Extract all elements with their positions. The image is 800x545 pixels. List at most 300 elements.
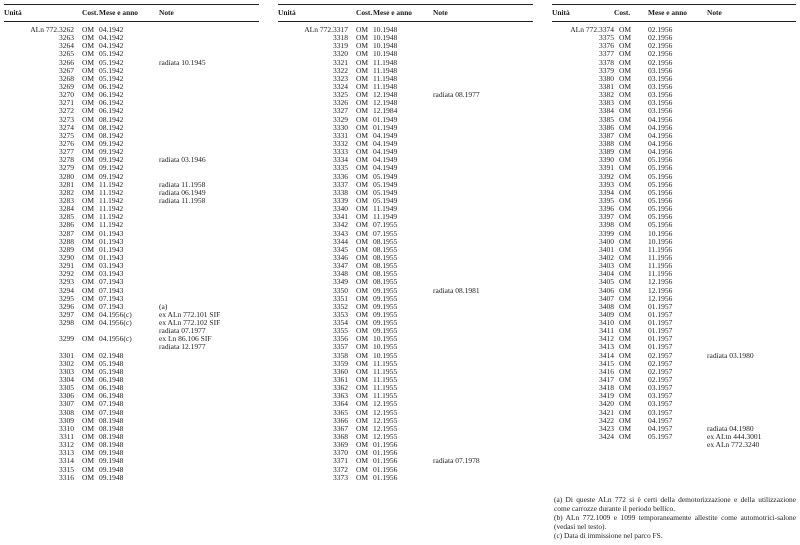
cell-mese: 05.1956 [648,171,673,181]
table-row [552,205,796,213]
cell-mese: 04.1942 [99,41,124,51]
table-rows [4,26,259,482]
cell-cost: OM [82,472,95,482]
cell-unita: 3411 [599,326,614,336]
table-row [4,181,259,189]
cell-mese: 08.1942 [99,114,124,124]
cell-unita: 3329 [333,114,348,124]
table-row [552,164,796,172]
cell-mese: 05.1956 [648,163,673,173]
cell-cost: OM [619,326,632,336]
footnote-a: (a) Di queste ALn 772 si è certi della demotorizzazione e della utilizzazione come carrozze durante il periodo bellico. [554,495,796,513]
cell-mese: 03.1956 [648,90,673,100]
cell-unita: 3286 [59,220,74,230]
cell-cost: OM [356,252,369,262]
cell-cost: OM [82,334,95,344]
table-row [552,148,796,156]
cell-mese: 04.1949 [373,163,398,173]
table-row [4,42,259,50]
cell-unita: 3324 [333,81,348,91]
table-row [278,156,533,164]
cell-cost: OM [619,334,632,344]
cell-mese: 08.1955 [373,261,398,271]
cell-cost: OM [82,366,95,376]
cell-cost: OM [619,25,632,34]
cell-cost: OM [82,456,95,466]
header-unita: Unità [278,8,296,17]
cell-cost: OM [619,155,632,165]
cell-cost: OM [619,423,632,433]
cell-note: radiata 03.1980 [707,350,754,360]
cell-unita: 3378 [599,57,614,67]
cell-cost: OM [619,391,632,401]
cell-unita: 3376 [599,41,614,51]
cell-unita: 3343 [333,228,348,238]
table-header [552,4,796,22]
cell-mese: 03.1956 [648,73,673,83]
table-row [278,34,533,42]
table-row [552,213,796,221]
cell-cost: OM [82,195,95,205]
cell-unita: 3334 [333,155,348,165]
table-row [278,67,533,75]
cell-mese: 07.1955 [373,220,398,230]
cell-mese: 10.1956 [648,236,673,246]
cell-cost: OM [356,65,369,75]
cell-mese: 11.1955 [373,358,398,368]
cell-cost: OM [619,138,632,148]
cell-mese: 04.1956(c) [99,309,132,319]
cell-mese: 11.1956 [648,269,673,279]
cell-mese: 04.1949 [373,155,398,165]
cell-unita: 3318 [333,33,348,43]
cell-mese: 04.1956 [648,147,673,157]
cell-mese: 01.1957 [648,334,673,344]
cell-mese: 04.1956 [648,138,673,148]
cell-cost: OM [82,122,95,132]
cell-mese: 01.1949 [373,122,398,132]
cell-mese: 12.1956 [648,285,673,295]
cell-cost: OM [82,415,95,425]
cell-unita: 3415 [599,358,614,368]
cell-unita: 3346 [333,252,348,262]
table-row [278,368,533,376]
table-row [278,295,533,303]
cell-cost: OM [356,399,369,409]
table-row [278,262,533,270]
cell-mese: 09.1955 [373,326,398,336]
cell-mese: 07.1943 [99,293,124,303]
cell-unita: 3271 [59,98,74,108]
cell-mese: 09.1942 [99,171,124,181]
cell-mese: 10.1948 [373,49,398,59]
table-row [552,116,796,124]
cell-unita: 3360 [333,366,348,376]
cell-cost: OM [356,41,369,51]
table-row [278,311,533,319]
header-note: Note [433,8,448,17]
cell-unita: 3348 [333,269,348,279]
cell-cost: OM [619,41,632,51]
table-row [552,295,796,303]
cell-note: radiata 10.1945 [159,57,206,67]
cell-unita: 3313 [59,448,74,458]
cell-mese: 08.1955 [373,236,398,246]
cell-mese: 08.1948 [99,423,124,433]
cell-cost: OM [619,366,632,376]
cell-note: radiata 12.1977 [159,342,206,352]
cell-cost: OM [82,440,95,450]
table-row [552,433,796,441]
cell-unita: ALn 772.3374 [570,25,614,34]
table-row [278,376,533,384]
cell-cost: OM [82,432,95,442]
cell-unita: 3416 [599,366,614,376]
cell-unita: 3373 [333,472,348,482]
cell-cost: OM [82,204,95,214]
table-row [4,99,259,107]
cell-unita: 3407 [599,293,614,303]
cell-mese: 11.1942 [99,204,124,214]
table-row [278,107,533,115]
cell-unita: 3361 [333,375,348,385]
cell-cost: OM [82,49,95,59]
cell-unita: 3384 [599,106,614,116]
cell-unita: 3330 [333,122,348,132]
table-row [552,50,796,58]
cell-unita: 3295 [59,293,74,303]
cell-unita: 3304 [59,375,74,385]
cell-unita: 3293 [59,277,74,287]
cell-unita: 3276 [59,138,74,148]
cell-cost: OM [82,155,95,165]
table-row [552,409,796,417]
cell-unita: 3333 [333,147,348,157]
cell-unita: 3282 [59,187,74,197]
table-row [4,278,259,286]
cell-cost: OM [82,399,95,409]
cell-mese: 12.1956 [648,277,673,287]
cell-cost: OM [356,147,369,157]
cell-unita: 3368 [333,432,348,442]
table-row [278,132,533,140]
cell-unita: ALn 772.3317 [304,25,348,34]
cell-cost: OM [82,293,95,303]
cell-mese: 03.1956 [648,106,673,116]
cell-cost: OM [82,236,95,246]
cell-unita: 3375 [599,33,614,43]
table-rows [552,26,796,449]
cell-cost: OM [356,138,369,148]
cell-unita: 3311 [59,432,74,442]
cell-mese: 04.1956 [648,130,673,140]
table-row [278,441,533,449]
table-row [278,173,533,181]
cell-cost: OM [82,171,95,181]
cell-unita: 3372 [333,464,348,474]
cell-unita: 3305 [59,383,74,393]
cell-mese: 02.1956 [648,57,673,67]
table-row [552,156,796,164]
cell-mese: 02.1957 [648,375,673,385]
cell-mese: 07.1943 [99,301,124,311]
table-row [278,91,533,99]
cell-unita: 3301 [59,350,74,360]
cell-cost: OM [82,358,95,368]
table-row [4,173,259,181]
cell-note: radiata 04.1980 [707,423,754,433]
cell-unita: 3347 [333,261,348,271]
cell-cost: OM [82,261,95,271]
table-row [278,213,533,221]
cell-mese: 05.1949 [373,195,398,205]
cell-unita: 3345 [333,244,348,254]
cell-cost: OM [356,90,369,100]
cell-unita: 3350 [333,285,348,295]
table-row [552,303,796,311]
cell-unita: 3264 [59,41,74,51]
cell-cost: OM [619,244,632,254]
cell-mese: 01.1956 [373,464,398,474]
cell-cost: OM [619,342,632,352]
cell-mese: 01.1957 [648,309,673,319]
cell-unita: 3353 [333,309,348,319]
cell-unita: 3421 [599,407,614,417]
table-column-3 [552,4,796,449]
cell-mese: 11.1955 [373,375,398,385]
cell-mese: 03.1957 [648,391,673,401]
table-row [4,124,259,132]
cell-unita: 3339 [333,195,348,205]
table-row [552,197,796,205]
cell-unita: 3381 [599,81,614,91]
cell-cost: OM [356,204,369,214]
cell-mese: 09.1955 [373,309,398,319]
table-row [4,238,259,246]
table-row [278,425,533,433]
table-row [278,197,533,205]
table-row [552,99,796,107]
table-row [278,140,533,148]
table-row [278,148,533,156]
cell-unita: 3420 [599,399,614,409]
table-row [4,352,259,360]
table-row [4,205,259,213]
table-row [552,360,796,368]
cell-note: (a) [159,301,168,311]
table-row [552,221,796,229]
table-row [552,132,796,140]
cell-mese: 01.1956 [373,472,398,482]
cell-mese: 03.1943 [99,261,124,271]
cell-mese: 01.1943 [99,244,124,254]
cell-mese: 01.1943 [99,236,124,246]
cell-mese: 11.1948 [373,57,398,67]
cell-mese: 08.1955 [373,277,398,287]
table-row [278,181,533,189]
table-row [4,295,259,303]
cell-cost: OM [82,220,95,230]
cell-unita: 3265 [59,49,74,59]
table-row [4,107,259,115]
cell-mese: 09.1942 [99,138,124,148]
cell-mese: 09.1942 [99,147,124,157]
cell-unita: 3382 [599,90,614,100]
cell-mese: 10.1948 [373,41,398,51]
table-row [552,238,796,246]
cell-note: ex Ln 86.106 SIF [159,334,212,344]
table-row [278,116,533,124]
cell-cost: OM [619,204,632,214]
cell-unita: 3377 [599,49,614,59]
cell-mese: 01.1956 [373,440,398,450]
cell-unita: 3370 [333,448,348,458]
table-row [278,246,533,254]
cell-mese: 01.1957 [648,301,673,311]
cell-mese: 07.1943 [99,277,124,287]
cell-unita: 3418 [599,383,614,393]
table-row [4,343,259,351]
cell-unita: 3321 [333,57,348,67]
cell-cost: OM [356,464,369,474]
cell-mese: 01.1943 [99,228,124,238]
cell-unita: 3268 [59,73,74,83]
cell-cost: OM [356,81,369,91]
cell-cost: OM [82,33,95,43]
cell-cost: OM [619,65,632,75]
cell-cost: OM [619,212,632,222]
table-row [4,59,259,67]
cell-mese: 05.1942 [99,57,124,67]
cell-unita: 3367 [333,423,348,433]
table-row [552,34,796,42]
table-row [278,360,533,368]
cell-unita: 3363 [333,391,348,401]
cell-unita: 3395 [599,195,614,205]
cell-mese: 06.1942 [99,90,124,100]
cell-unita: 3326 [333,98,348,108]
cell-mese: 12.1955 [373,423,398,433]
table-row [4,140,259,148]
cell-cost: OM [82,464,95,474]
cell-cost: OM [356,195,369,205]
cell-mese: 04.1956 [648,122,673,132]
cell-unita: 3277 [59,147,74,157]
cell-unita: 3303 [59,366,74,376]
table-row [278,270,533,278]
cell-unita: 3383 [599,98,614,108]
cell-cost: OM [356,228,369,238]
cell-note: ex ALtn 444.3001 [707,432,762,442]
table-row [4,319,259,327]
cell-mese: 11.1955 [373,366,398,376]
cell-unita: 3362 [333,383,348,393]
cell-cost: OM [356,236,369,246]
cell-cost: OM [356,25,369,34]
table-rows [278,26,533,482]
table-row [4,376,259,384]
cell-unita: 3309 [59,415,74,425]
cell-cost: OM [619,33,632,43]
cell-cost: OM [356,57,369,67]
table-row [552,311,796,319]
table-row [552,42,796,50]
header-note: Note [159,8,174,17]
cell-cost: OM [356,171,369,181]
cell-cost: OM [82,81,95,91]
cell-cost: OM [619,163,632,173]
cell-mese: 02.1957 [648,366,673,376]
table-row [278,343,533,351]
cell-unita: 3412 [599,334,614,344]
cell-unita: 3335 [333,163,348,173]
cell-unita: 3414 [599,350,614,360]
cell-mese: 08.1948 [99,432,124,442]
cell-cost: OM [82,407,95,417]
cell-note: radiata 08.1981 [433,285,480,295]
cell-cost: OM [82,65,95,75]
table-row [278,417,533,425]
cell-cost: OM [619,293,632,303]
cell-cost: OM [82,318,95,328]
table-row [4,457,259,465]
cell-cost: OM [82,114,95,124]
cell-unita: 3365 [333,407,348,417]
cell-mese: 12.1955 [373,407,398,417]
cell-cost: OM [82,138,95,148]
cell-unita: 3325 [333,90,348,100]
cell-cost: OM [82,98,95,108]
cell-cost: OM [82,187,95,197]
cell-cost: OM [82,212,95,222]
cell-unita: 3273 [59,114,74,124]
table-row [4,132,259,140]
cell-mese: 05.1942 [99,49,124,59]
cell-unita: 3399 [599,228,614,238]
cell-unita: 3331 [333,130,348,140]
cell-mese: 02.1956 [648,33,673,43]
cell-mese: 09.1942 [99,155,124,165]
table-row [4,417,259,425]
cell-unita: 3380 [599,73,614,83]
cell-unita: 3297 [59,309,74,319]
table-row [4,164,259,172]
table-row [278,466,533,474]
cell-cost: OM [356,106,369,116]
cell-unita: 3307 [59,399,74,409]
table-row [4,400,259,408]
cell-unita: 3285 [59,212,74,222]
cell-mese: 04.1957 [648,423,673,433]
cell-mese: 12.1956 [648,293,673,303]
cell-unita: 3359 [333,358,348,368]
cell-unita: 3287 [59,228,74,238]
cell-cost: OM [356,407,369,417]
table-row [4,156,259,164]
cell-cost: OM [619,171,632,181]
cell-cost: OM [356,73,369,83]
cell-cost: OM [619,179,632,189]
table-row [552,59,796,67]
cell-cost: OM [619,90,632,100]
table-row [4,230,259,238]
table-row [278,303,533,311]
table-row [4,360,259,368]
cell-unita: 3393 [599,179,614,189]
cell-mese: 06.1942 [99,81,124,91]
cell-mese: 04.1942 [99,33,124,43]
cell-note: radiata 03.1946 [159,155,206,165]
